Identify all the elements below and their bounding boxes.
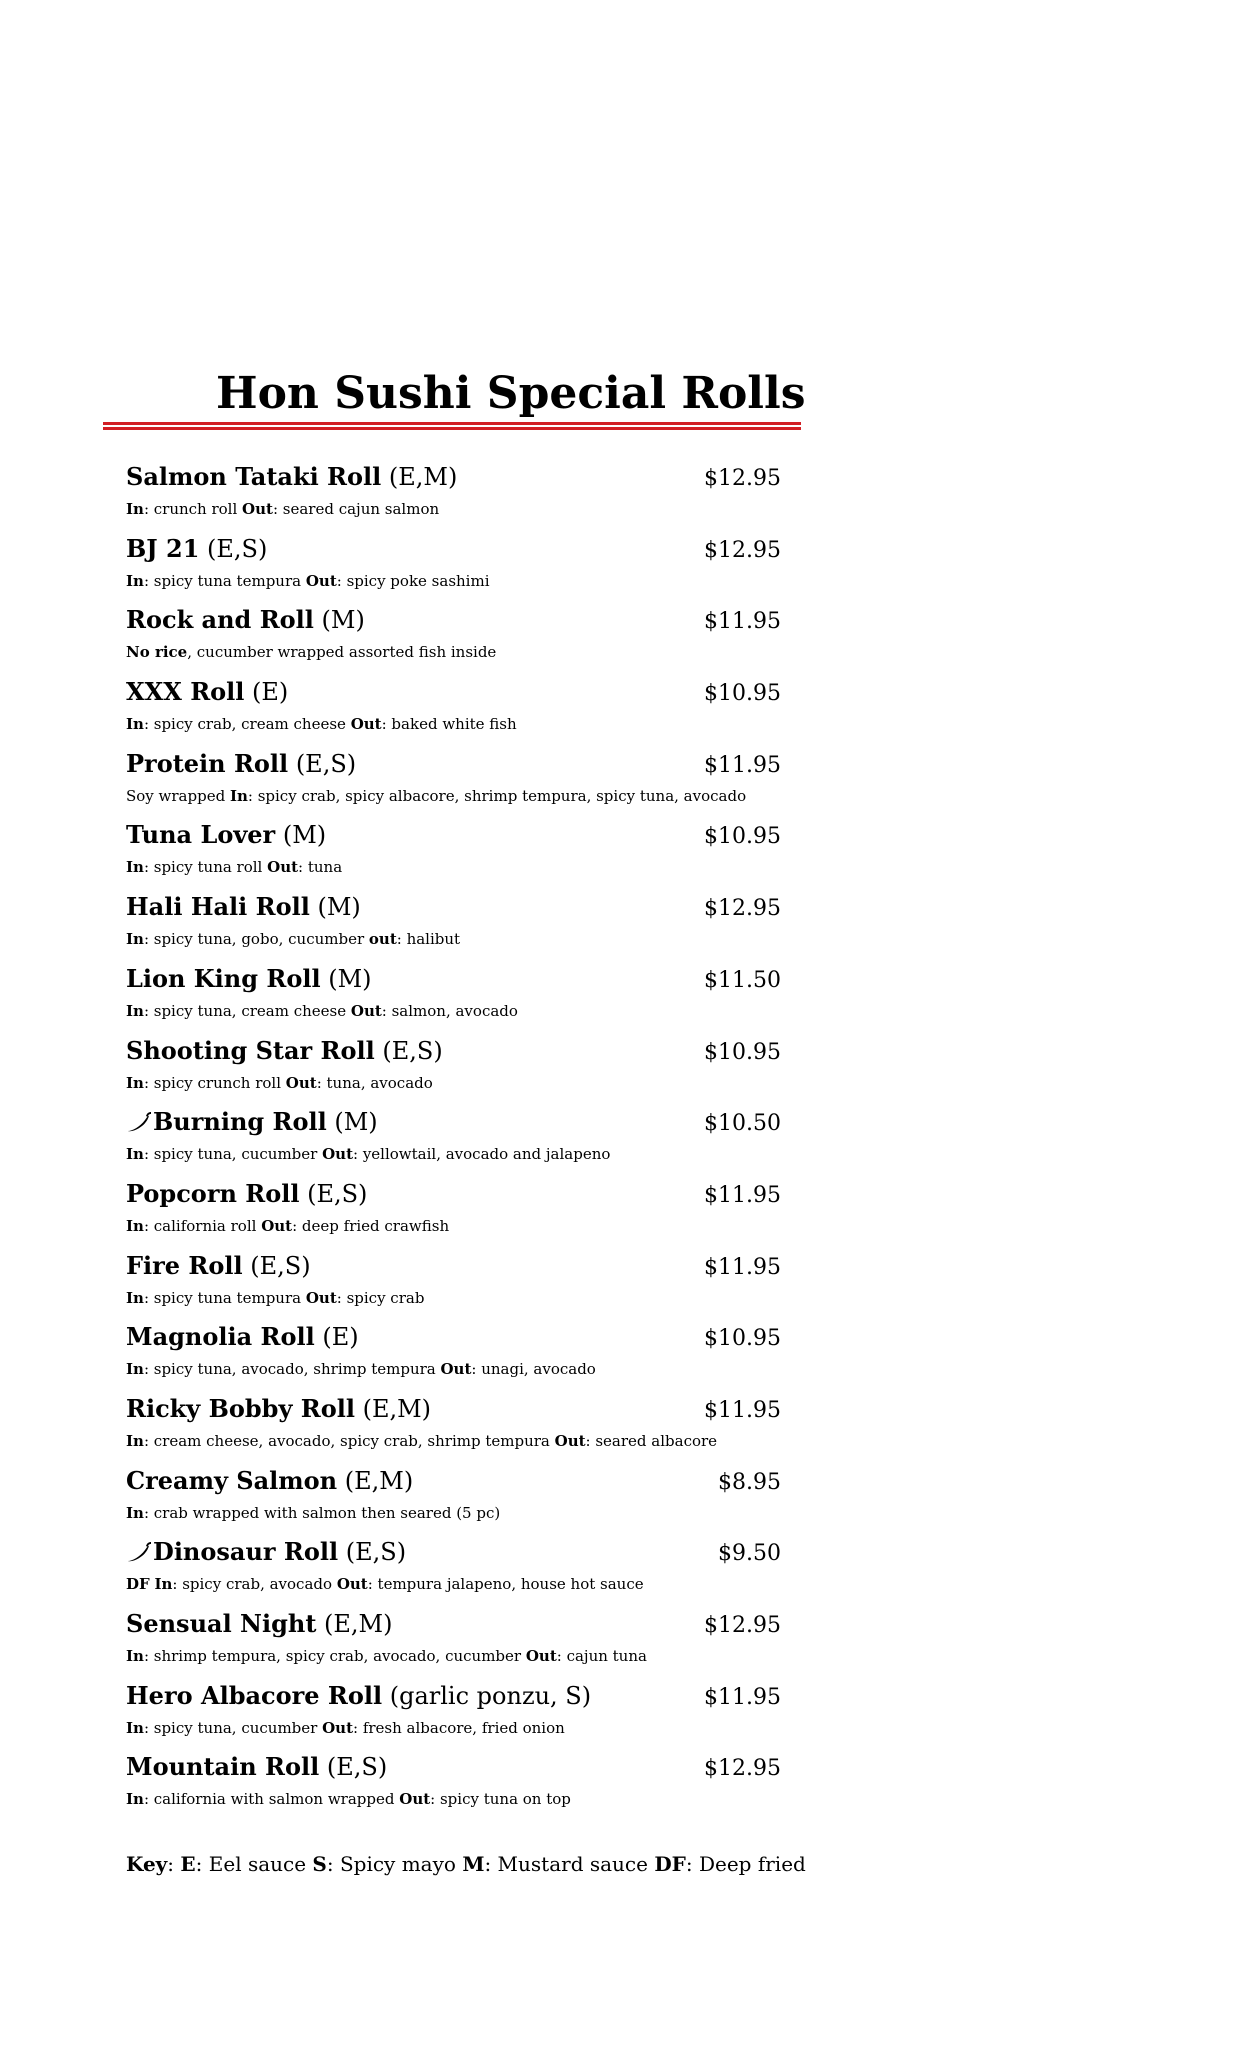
text-run: : Eel sauce [195,1852,313,1876]
item-header [126,1036,781,1074]
item-sauce: (M) [321,606,365,635]
item-header [126,1394,781,1432]
bold-label: S [312,1852,327,1876]
item-header [126,892,781,930]
item-description [126,1217,781,1235]
item-header [126,1251,781,1289]
text-run: : salmon, avocado [381,1001,518,1020]
bold-label: out [368,930,397,949]
bold-label: In [126,1001,144,1020]
page-title: Hon Sushi Special Rolls [216,368,806,419]
item-sauce: (E,S) [382,1036,443,1065]
bold-label: Out [322,1145,353,1164]
item-name-text: Hero Albacore Roll [126,1680,383,1710]
text-run: : spicy crab, avocado [172,1575,337,1594]
item-description [126,500,781,518]
bold-label: Out [242,500,273,518]
bold-label: DF [126,1575,150,1594]
item-price: $12.95 [704,896,781,922]
item-price: $12.95 [704,537,781,563]
text-run: : tuna, avocado [316,1073,433,1092]
menu-item-10 [126,1179,781,1251]
item-name-text: Rock and Roll [126,605,314,635]
menu-item-1 [126,534,781,606]
item-header [126,462,781,500]
item-name-text: Lion King Roll [126,963,321,993]
bold-label: Out [440,1360,472,1379]
bold-label: Out [285,1073,317,1092]
item-name-text: Tuna Lover [126,820,276,850]
menu-item-12 [126,1322,781,1394]
item-sauce: (E,M) [344,1466,414,1495]
bold-label: M [462,1852,485,1876]
title-double-rule [103,422,801,430]
bold-label: In [126,930,144,949]
item-header [126,1179,781,1217]
item-price: $12.95 [704,466,781,491]
bold-label: Out [322,1718,353,1737]
item-price: $10.50 [704,1111,781,1137]
item-description [126,572,781,590]
menu-item-3 [126,677,781,749]
item-price: $11.95 [704,752,781,778]
text-run: : Deep fried [685,1852,806,1876]
text-run: : [167,1852,181,1876]
item-price: $8.95 [718,1469,781,1495]
bold-label: In [126,1647,144,1665]
item-name-text: Shooting Star Roll [126,1035,375,1065]
bold-label: In [126,500,144,518]
item-name [126,1179,367,1208]
item-price: $10.95 [704,1326,781,1352]
item-price: $10.95 [704,681,781,707]
item-header [126,677,781,715]
menu-item-15 [126,1537,781,1609]
menu-item-5 [126,820,781,892]
menu-item-2 [126,605,781,677]
text-run: : spicy crab, cream cheese [143,715,351,734]
item-sauce: (E) [252,678,289,707]
item-price: $11.50 [704,967,781,993]
bold-label: In [126,858,144,877]
item-price: $9.50 [718,1541,781,1567]
text-run: : california with salmon wrapped [143,1790,400,1809]
item-sauce: (M) [282,821,327,850]
item-sauce: (garlic ponzu, S) [389,1681,592,1710]
text-run: Soy wrapped [126,786,230,805]
item-description [126,643,781,661]
bold-label: In [229,786,248,805]
bold-label: In [126,1718,144,1737]
item-name [126,1394,431,1423]
bold-label: Out [267,858,299,877]
item-description [126,787,781,805]
item-name-text: Hali Hali Roll [126,892,310,922]
item-name [126,1752,387,1781]
bold-label: In [126,571,144,590]
text-run: : tempura jalapeno, house hot sauce [367,1575,644,1594]
item-name [126,1537,406,1566]
item-name [126,1609,393,1638]
menu-item-17 [126,1681,781,1753]
bold-label: In [126,1073,144,1092]
item-price: $10.95 [704,1039,781,1065]
bold-label: Out [305,1288,337,1307]
text-run: : crunch roll [143,500,243,518]
item-sauce: (E,S) [207,534,268,563]
item-price: $10.95 [704,824,781,850]
item-name-text: Mountain Roll [126,1752,320,1782]
bold-label: In [126,1503,144,1522]
item-sauce: (M) [317,893,361,922]
menu-item-9 [126,1107,781,1179]
item-sauce: (E,M) [388,463,458,491]
item-description [126,1647,781,1665]
item-price: $11.95 [704,1684,781,1710]
item-header [126,1609,781,1647]
item-header [126,820,781,858]
item-description [126,1790,781,1808]
text-run: : california roll [143,1216,262,1235]
bold-label: In [126,1431,144,1450]
item-description [126,858,781,876]
menu-list [126,462,781,1824]
item-name [126,820,326,849]
menu-item-16 [126,1609,781,1681]
menu-item-18 [126,1752,781,1824]
menu-item-8 [126,1036,781,1108]
item-description [126,1432,781,1450]
bold-label: Out [261,1216,293,1235]
item-sauce: (E,M) [362,1394,432,1423]
item-price: $12.95 [704,1756,781,1782]
item-name-text: Magnolia Roll [126,1322,315,1352]
bold-label: Out [525,1647,557,1665]
item-description [126,1002,781,1020]
item-description [126,930,781,948]
bold-label: E [180,1852,196,1876]
item-name-text: Popcorn Roll [126,1178,300,1208]
item-header [126,1537,781,1575]
text-run: : yellowtail, avocado and jalapeno [353,1145,611,1164]
item-sauce: (E,S) [250,1251,311,1280]
bold-label: Out [554,1431,586,1450]
menu-item-14 [126,1466,781,1538]
chili-pepper-icon [126,1541,152,1563]
item-name-text: Creamy Salmon [126,1465,338,1495]
bold-label: In [126,1288,144,1307]
bold-label: In [126,1216,144,1235]
bold-label: In [126,1145,144,1164]
item-header [126,1752,781,1790]
bold-label: Out [350,715,382,734]
item-sauce: (E,S) [307,1179,368,1208]
text-run: : cream cheese, avocado, spicy crab, shrimp tempura [143,1431,555,1450]
menu-item-7 [126,964,781,1036]
item-description [126,1289,781,1307]
item-name-text: BJ 21 [126,533,200,563]
item-price: $11.95 [704,1254,781,1280]
bold-label: Key [126,1852,168,1876]
text-run: : spicy tuna, cucumber [143,1718,323,1737]
item-sauce: (E,S) [295,749,357,778]
item-name [126,1466,413,1495]
item-header [126,605,781,643]
bold-label: In [154,1575,173,1594]
text-run: : spicy crab [336,1288,425,1307]
text-run: : Spicy mayo [326,1852,463,1876]
bold-label: Out [305,571,337,590]
text-run: : spicy tuna roll [143,858,268,877]
item-name [126,749,356,778]
item-name [126,462,457,491]
menu-item-0 [126,462,781,534]
item-price: $12.95 [704,1613,781,1638]
item-name [126,1107,378,1136]
text-run: : spicy tuna on top [430,1790,571,1809]
item-name [126,1251,311,1280]
text-run: : tuna [298,858,343,877]
item-description [126,715,781,733]
text-run: : shrimp tempura, spicy crab, avocado, cucumber [143,1647,526,1665]
item-name-text: Salmon Tataki Roll [126,462,382,491]
item-sauce: (M) [328,964,372,993]
item-description [126,1504,781,1522]
item-name [126,605,365,634]
item-name [126,677,288,706]
item-header [126,1681,781,1719]
item-header [126,749,781,787]
item-header [126,964,781,1002]
item-name [126,892,361,921]
item-description [126,1360,781,1378]
sauce-key [126,1852,806,1876]
item-sauce: (M) [334,1108,378,1137]
item-header [126,1322,781,1360]
bold-label: In [126,1360,144,1379]
text-run: : spicy crunch roll [143,1073,286,1092]
menu-item-13 [126,1394,781,1466]
bold-label: In [126,715,144,734]
text-run: : seared cajun salmon [272,500,440,518]
text-run: : spicy tuna, avocado, shrimp tempura [143,1360,441,1379]
text-run: : fresh albacore, fried onion [353,1718,565,1737]
bold-label: DF [654,1852,686,1876]
text-run: : spicy tuna, cream cheese [143,1001,351,1020]
item-price: $11.95 [704,1397,781,1423]
text-run: : cajun tuna [556,1647,647,1665]
item-price: $11.95 [704,609,781,635]
text-run: : deep fried crawfish [292,1216,450,1235]
item-name-text: Protein Roll [126,748,289,778]
item-name [126,534,267,563]
text-run: : spicy tuna, cucumber [143,1145,323,1164]
chili-pepper-icon [126,1111,152,1133]
text-run: : seared albacore [585,1431,718,1450]
item-description [126,1074,781,1092]
item-name-text: Ricky Bobby Roll [126,1393,355,1423]
item-header [126,1107,781,1145]
item-name-text: Dinosaur Roll [153,1537,339,1567]
item-name-text: Fire Roll [126,1250,243,1280]
item-header [126,1466,781,1504]
text-run: : baked white fish [381,715,517,734]
menu-item-4 [126,749,781,821]
bold-label: Out [336,1575,368,1594]
item-header [126,534,781,572]
item-name [126,964,372,993]
item-description [126,1719,781,1737]
item-sauce: (E,S) [345,1538,407,1567]
text-run: : unagi, avocado [471,1360,596,1379]
text-run: : spicy tuna tempura [143,571,306,590]
item-name-text: XXX Roll [126,677,245,707]
text-run: : halibut [396,930,461,949]
bold-label: Out [350,1001,382,1020]
item-name [126,1322,359,1351]
text-run: : Mustard sauce [484,1852,655,1876]
text-run: : spicy tuna tempura [143,1288,306,1307]
item-sauce: (E) [322,1323,359,1352]
item-sauce: (E,S) [326,1753,388,1782]
text-run: , cucumber wrapped assorted fish inside [187,643,497,662]
item-sauce: (E,M) [324,1610,393,1638]
item-name [126,1681,591,1710]
text-run: : spicy crab, spicy albacore, shrimp tempura, spicy tuna, avocado [247,786,747,805]
bold-label: No rice [126,643,188,662]
item-name-text: Sensual Night [126,1609,317,1638]
text-run: : spicy tuna, gobo, cucumber [143,930,369,949]
menu-item-6 [126,892,781,964]
item-description [126,1145,781,1163]
menu-item-11 [126,1251,781,1323]
item-price: $11.95 [704,1182,781,1208]
bold-label: Out [399,1790,431,1809]
item-description [126,1575,781,1593]
bold-label: In [126,1790,144,1809]
text-run: : spicy poke sashimi [336,571,490,590]
item-name [126,1036,443,1065]
item-name-text: Burning Roll [153,1107,327,1137]
text-run: : crab wrapped with salmon then seared (5 pc) [143,1503,501,1522]
